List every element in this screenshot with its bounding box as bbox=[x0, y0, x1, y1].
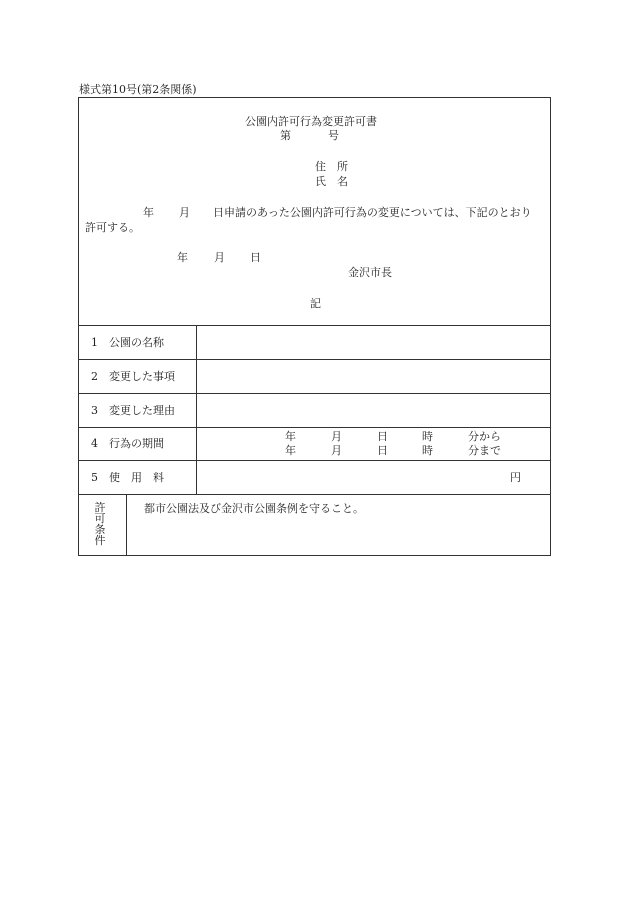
issue-month-label: 月 bbox=[214, 251, 225, 264]
fee-label: 5 使 用 料 bbox=[91, 471, 164, 484]
park-name-label: 1 公園の名称 bbox=[91, 336, 164, 349]
body-text-line1: 日申請のあった公園内許可行為の変更については、下記のとおり bbox=[213, 206, 532, 219]
period-from-year: 年 bbox=[285, 430, 296, 443]
changed-item-label: 2 変更した事項 bbox=[91, 370, 175, 383]
period-from-hour: 時 bbox=[422, 430, 433, 443]
application-year-label: 年 bbox=[143, 206, 154, 219]
divider bbox=[79, 460, 550, 461]
divider bbox=[79, 494, 550, 495]
record-marker: 記 bbox=[310, 297, 321, 310]
address-label: 住 所 bbox=[315, 160, 348, 173]
change-reason-value bbox=[197, 394, 549, 426]
period-to-minute: 分まで bbox=[468, 444, 501, 457]
period-to-year: 年 bbox=[285, 444, 296, 457]
name-label: 氏 名 bbox=[315, 175, 348, 188]
divider bbox=[79, 427, 550, 428]
changed-item-value bbox=[197, 360, 549, 392]
permit-form bbox=[78, 97, 551, 556]
park-name-value bbox=[197, 326, 549, 358]
number-suffix: 号 bbox=[328, 129, 339, 142]
period-to-day: 日 bbox=[377, 444, 388, 457]
issue-day-label: 日 bbox=[250, 251, 261, 264]
conditions-label: 許可条件 bbox=[94, 501, 106, 547]
column-divider bbox=[126, 494, 127, 555]
period-from-minute: 分から bbox=[468, 430, 501, 443]
application-month-label: 月 bbox=[179, 206, 190, 219]
form-number-label: 様式第10号(第2条関係) bbox=[79, 83, 197, 96]
document-title: 公園内許可行為変更許可書 bbox=[245, 115, 377, 128]
issuer-name: 金沢市長 bbox=[348, 266, 392, 279]
issue-year-label: 年 bbox=[177, 251, 188, 264]
fee-unit: 円 bbox=[510, 471, 521, 484]
period-to-hour: 時 bbox=[422, 444, 433, 457]
number-prefix: 第 bbox=[280, 129, 291, 142]
period-from-day: 日 bbox=[377, 430, 388, 443]
period-label: 4 行為の期間 bbox=[91, 437, 164, 450]
body-text-line2: 許可する。 bbox=[85, 221, 140, 234]
period-from-month: 月 bbox=[331, 430, 342, 443]
change-reason-label: 3 変更した理由 bbox=[91, 404, 175, 417]
period-to-month: 月 bbox=[331, 444, 342, 457]
conditions-text: 都市公園法及び金沢市公園条例を守ること。 bbox=[144, 502, 364, 515]
